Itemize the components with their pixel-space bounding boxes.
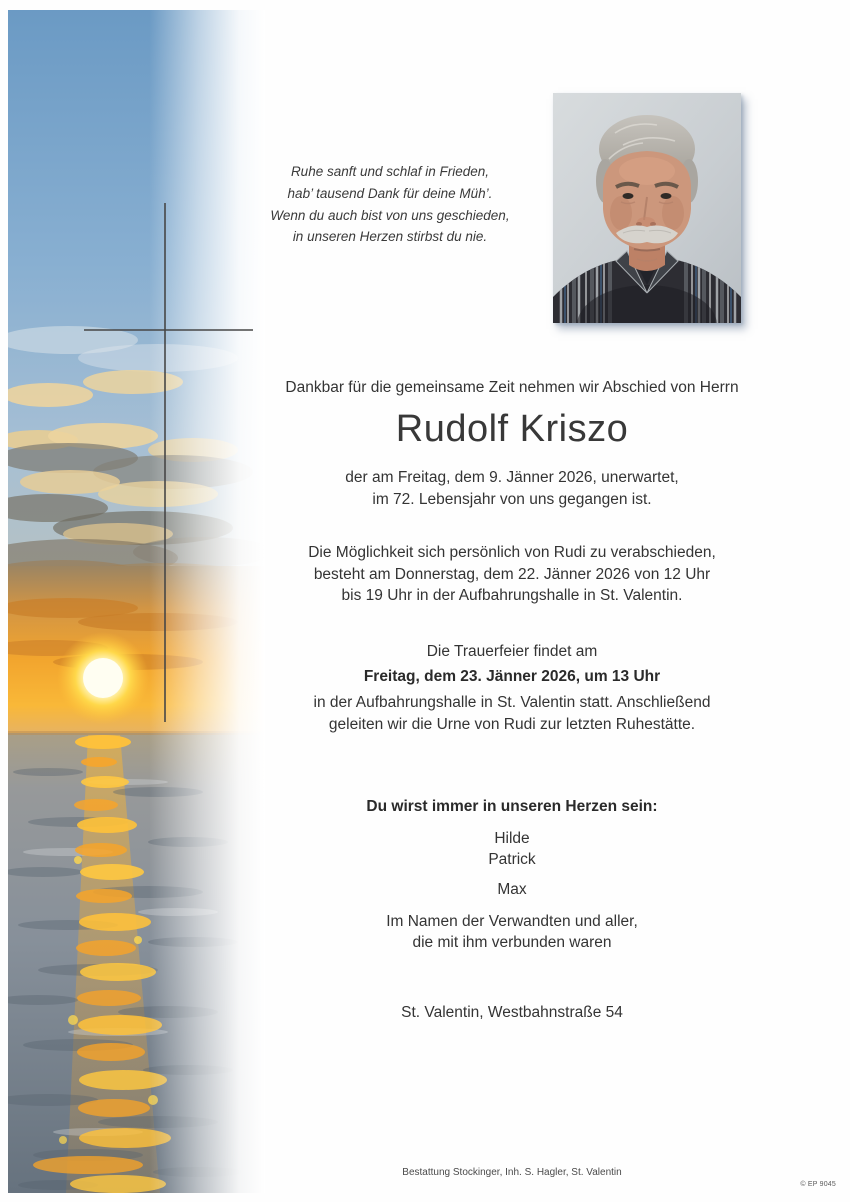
- mourner-names-group1: [272, 829, 752, 870]
- closing-line: die mit ihm verbunden waren: [412, 933, 612, 951]
- sunset-sea-image: [8, 10, 265, 1193]
- ceremony-intro: Die Trauerfeier findet am: [426, 643, 598, 660]
- poem-line: Ruhe sanft und schlaf in Frieden,: [290, 164, 490, 179]
- ceremony-line: in der Aufbahrungshalle in St. Valentin statt. Anschließend: [313, 694, 711, 711]
- farewell-line: bis 19 Uhr in der Aufbahrungshalle in St. Valentin.: [341, 587, 683, 604]
- announcement-intro: Dankbar für die gemeinsame Zeit nehmen wir Abschied von Herrn: [285, 379, 739, 396]
- ceremony-details: [272, 692, 752, 735]
- poem-line: Wenn du auch bist von uns geschieden,: [270, 207, 510, 223]
- deceased-name: Rudolf Kriszo: [395, 408, 629, 450]
- deceased-photo: [553, 93, 741, 323]
- closing-statement: [272, 912, 752, 953]
- mourner-name: Patrick: [488, 850, 536, 868]
- poem: [270, 161, 510, 248]
- poem-line: hab’ tausend Dank für deine Müh’.: [287, 185, 493, 201]
- farewell-info: [272, 542, 752, 607]
- ceremony-date: Freitag, dem 23. Jänner 2026, um 13 Uhr: [363, 668, 661, 685]
- mourner-name: Max: [497, 881, 527, 898]
- farewell-line: besteht am Donnerstag, dem 22. Jänner 2026 von 12 Uhr: [313, 565, 711, 583]
- mourner-names-group2: [272, 879, 752, 901]
- white-fade-overlay: [8, 10, 265, 1193]
- funeral-home-credit: Bestattung Stockinger, Inh. S. Hagler, St. Valentin: [402, 1167, 622, 1178]
- mourner-name: Hilde: [494, 830, 530, 847]
- print-code: © EP 9045: [800, 1181, 836, 1188]
- death-info: [272, 467, 752, 510]
- address-line: St. Valentin, Westbahnstraße 54: [401, 1004, 623, 1021]
- farewell-line: Die Möglichkeit sich persönlich von Rudi zu verabschieden,: [308, 544, 716, 561]
- poem-line: in unseren Herzen stirbst du nie.: [292, 229, 488, 245]
- death-info-line: im 72. Lebensjahr von uns gegangen ist.: [372, 490, 652, 508]
- closing-line: Im Namen der Verwandten und aller,: [386, 913, 638, 930]
- ceremony-line: geleiten wir die Urne von Rudi zur letzten Ruhestätte.: [328, 715, 696, 733]
- mourners-heading: Du wirst immer in unseren Herzen sein:: [366, 798, 658, 815]
- death-info-line: der am Freitag, dem 9. Jänner 2026, unerwartet,: [345, 469, 679, 486]
